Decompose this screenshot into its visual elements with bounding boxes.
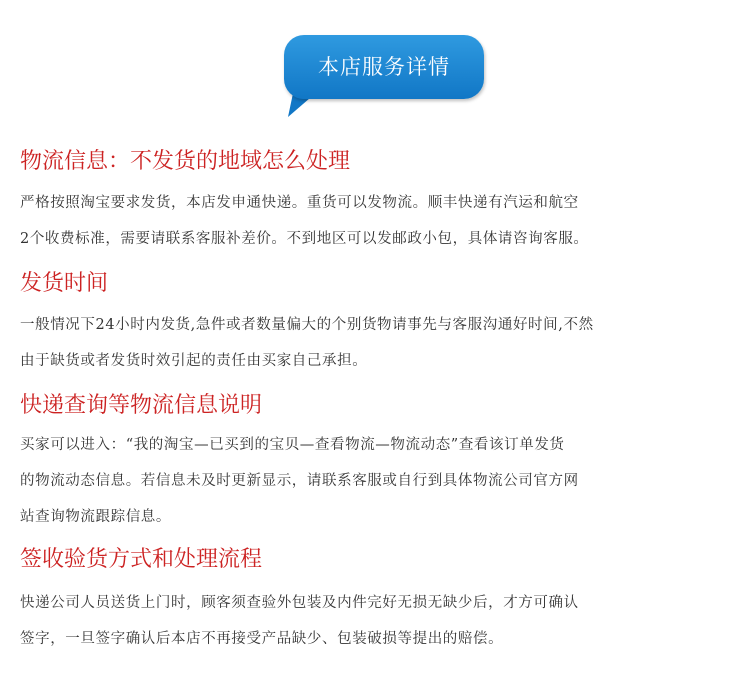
section-body-tracking [20,427,740,535]
body-line: 2个收费标准，需要请联系客服补差价。不到地区可以发邮政小包，具体请咨询客服。 [20,231,589,247]
service-details-badge [284,35,484,119]
section-body-receipt-inspection [20,585,740,657]
section-body-shipping-time [20,307,740,379]
section-title-logistics: 物流信息：不发货的地域怎么处理 [20,149,351,174]
body-line: 一般情况下24小时内发货,急件或者数量偏大的个别货物请事先与客服沟通好时间,不然 [20,317,594,333]
body-line: 站查询物流跟踪信息。 [20,509,171,525]
body-line: 由于缺货或者发货时效引起的责任由买家自己承担。 [20,353,368,369]
section-title-tracking: 快递查询等物流信息说明 [20,393,263,418]
service-details-label: 本店服务详情 [284,35,484,99]
body-line: 严格按照淘宝要求发货，本店发申通快递。重货可以发物流。顺丰快递有汽运和航空 [20,195,579,211]
section-title-shipping-time: 发货时间 [20,271,109,296]
body-line: 快递公司人员送货上门时，顾客须查验外包装及内件完好无损无缺少后，才方可确认 [20,595,579,611]
body-line: 的物流动态信息。若信息未及时更新显示，请联系客服或自行到具体物流公司官方网 [20,473,579,489]
body-line: 买家可以进入：“我的淘宝—已买到的宝贝—查看物流—物流动态”查看该订单发货 [20,437,565,453]
body-line: 签字，一旦签字确认后本店不再接受产品缺少、包装破损等提出的赔偿。 [20,631,504,647]
section-title-receipt-inspection: 签收验货方式和处理流程 [20,547,263,572]
section-body-logistics [20,185,740,257]
